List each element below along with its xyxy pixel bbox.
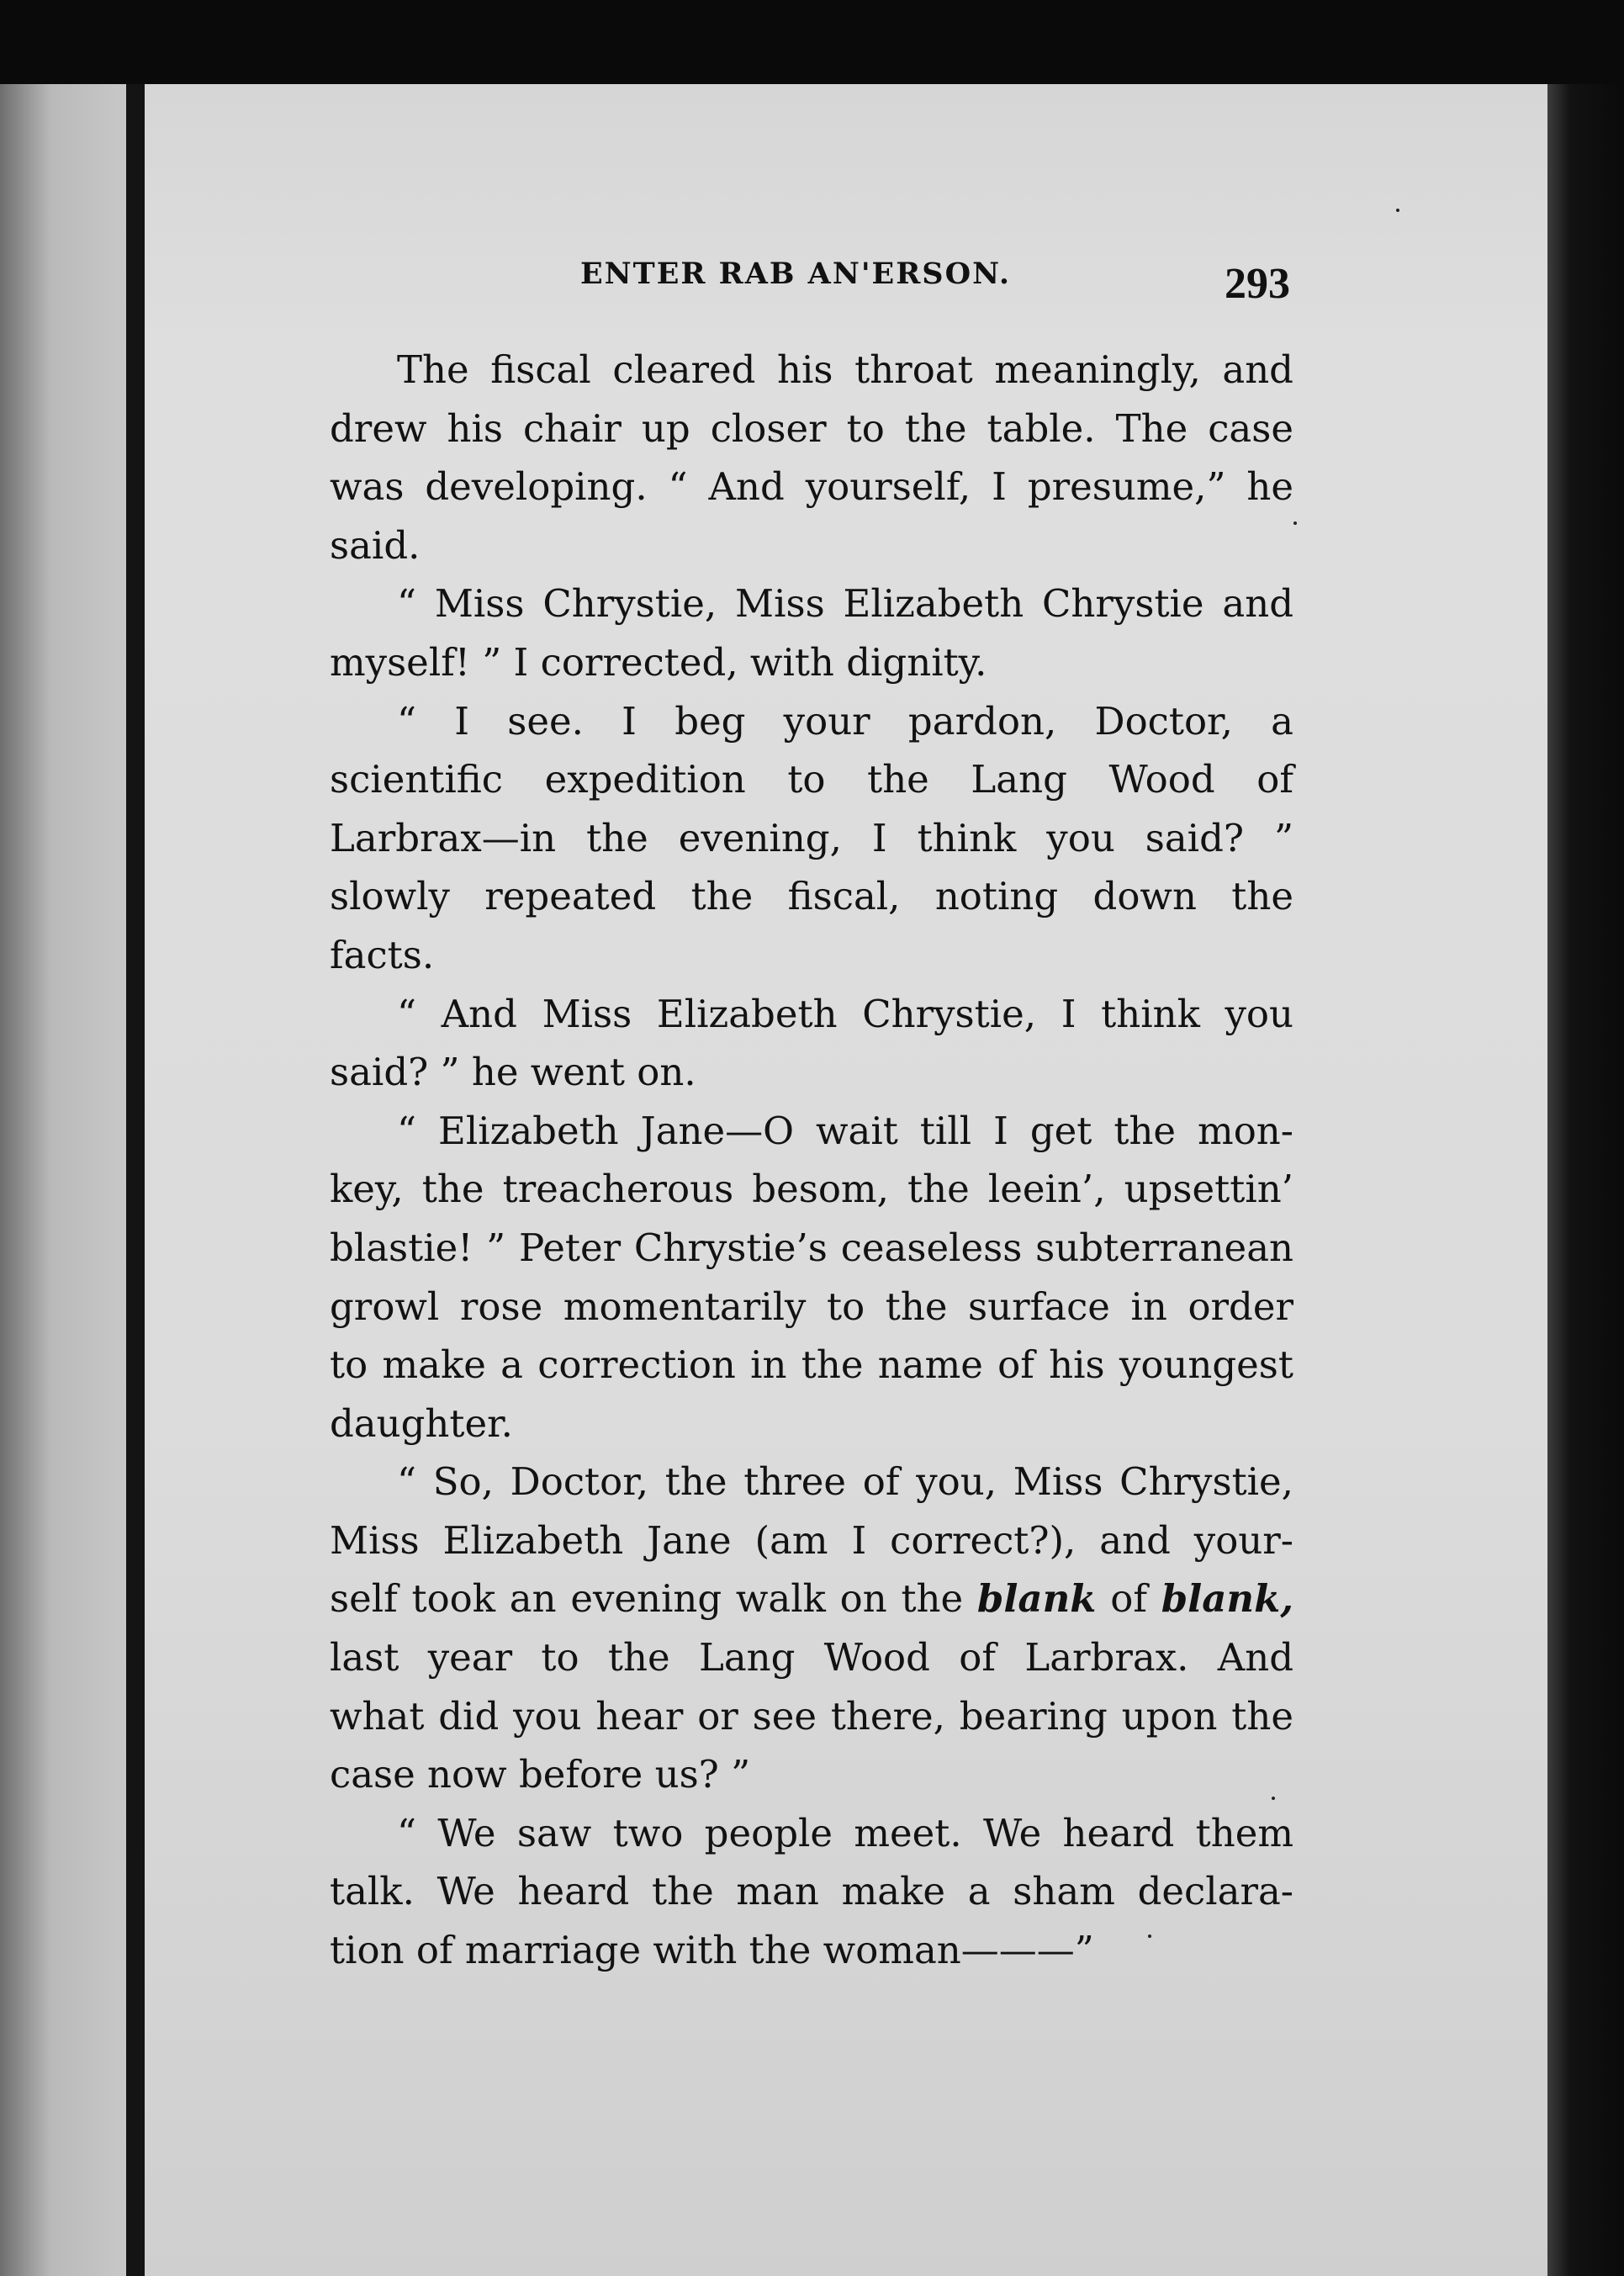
paragraph [330, 1102, 1293, 1453]
text-line: talk. We heard the man make a sham declara- [330, 1869, 1293, 1914]
paragraph [330, 1453, 1293, 1804]
text-line: was developing. “ And yourself, I presume,” he [330, 464, 1293, 510]
scan-speck [1396, 209, 1399, 212]
text-line: blastie! ” Peter Chrystie’s ceaseless subterranean [330, 1225, 1293, 1270]
text-line: “ Elizabeth Jane—O wait till I get the mon- [397, 1108, 1293, 1153]
scan-speck [1148, 1935, 1151, 1938]
page-number: 293 [1225, 260, 1290, 308]
text-line: tion of marriage with the woman———” [330, 1928, 1094, 1973]
text-line: self took an evening walk on the blank of blank, [330, 1576, 1293, 1622]
paragraph [330, 692, 1293, 985]
text-line: The fiscal cleared his throat meaningly, and [397, 347, 1293, 392]
paragraph [330, 985, 1293, 1102]
text-line: growl rose momentarily to the surface in order [330, 1284, 1293, 1329]
gutter-shadow [126, 84, 145, 2276]
text-line: what did you hear or see there, bearing upon the [330, 1693, 1293, 1739]
scan-speck [1293, 521, 1297, 525]
text-line: “ And Miss Elizabeth Chrystie, I think you [397, 991, 1293, 1036]
text-line: facts. [330, 932, 435, 977]
text-line: slowly repeated the fiscal, noting down the [330, 874, 1293, 919]
body-text [330, 341, 1293, 1980]
text-line: “ I see. I beg your pardon, Doctor, a [397, 698, 1293, 744]
text-line: said. [330, 522, 421, 568]
text-line: Miss Elizabeth Jane (am I correct?), and your- [330, 1517, 1293, 1563]
text-line: Larbrax—in the evening, I think you said? ” [330, 815, 1293, 860]
emphasis-text: blank, [1161, 1576, 1293, 1622]
paragraph [330, 341, 1293, 574]
paragraph [330, 1804, 1293, 1980]
text-line: last year to the Lang Wood of Larbrax. And [330, 1635, 1293, 1681]
text-line: “ We saw two people meet. We heard them [397, 1810, 1293, 1855]
text-line: key, the treacherous besom, the leein’, upsettin’ [330, 1167, 1293, 1212]
text-line: myself! ” I corrected, with dignity. [330, 639, 987, 685]
text-line: scientific expedition to the Lang Wood of [330, 757, 1293, 802]
scan-right-border [1547, 84, 1624, 2276]
scan-top-border [0, 0, 1624, 84]
text-line: to make a correction in the name of his youngest [330, 1342, 1293, 1388]
text-line: drew his chair up closer to the table. The case [330, 405, 1293, 451]
text-line: “ So, Doctor, the three of you, Miss Chrystie, [397, 1459, 1293, 1505]
emphasis-text: blank [976, 1576, 1097, 1622]
text-line: “ Miss Chrystie, Miss Elizabeth Chrystie and [397, 581, 1293, 627]
text-line: daughter. [330, 1400, 513, 1446]
text-line: case now before us? ” [330, 1752, 751, 1797]
paragraph [330, 574, 1293, 691]
scan-speck [1272, 1797, 1275, 1800]
running-head: ENTER RAB AN'ERSON. [580, 257, 1012, 291]
facing-page-edge [0, 84, 126, 2276]
text-line: said? ” he went on. [330, 1050, 696, 1095]
